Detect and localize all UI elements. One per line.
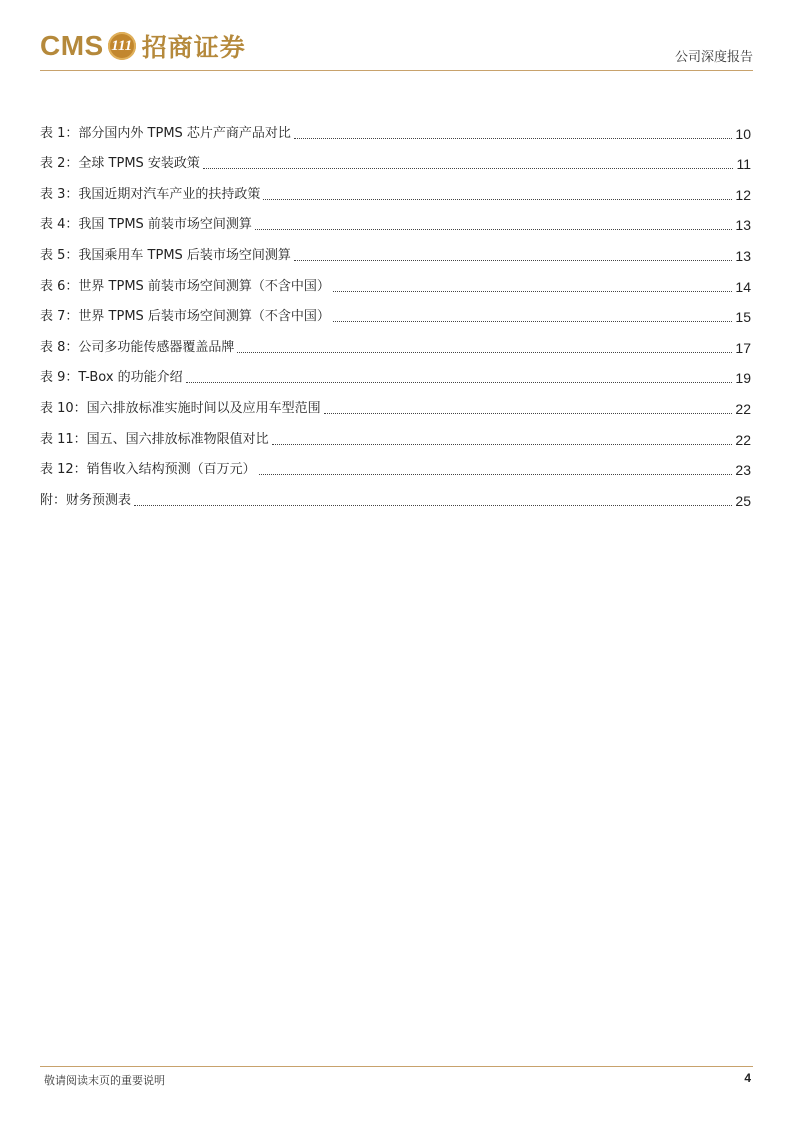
toc-entry-page: 11 <box>736 156 751 173</box>
toc-leader-dots <box>272 443 733 445</box>
toc-leader-dots <box>203 167 734 169</box>
footer-divider <box>40 1066 753 1067</box>
toc-entry-page: 12 <box>735 186 751 203</box>
table-of-contents <box>40 112 751 510</box>
toc-entry[interactable] <box>40 204 751 235</box>
toc-leader-dots <box>259 473 733 475</box>
toc-entry-title: 表 10：国六排放标准实施时间以及应用车型范围 <box>40 400 321 416</box>
toc-entry-page: 19 <box>735 370 751 387</box>
toc-entry[interactable] <box>40 143 751 174</box>
toc-leader-dots <box>294 137 733 139</box>
toc-entry-title: 表 11：国五、国六排放标准物限值对比 <box>40 431 269 447</box>
toc-entry-page: 14 <box>735 278 751 295</box>
toc-entry[interactable] <box>40 265 751 296</box>
toc-leader-dots <box>186 381 733 383</box>
logo-badge-text: 111 <box>111 37 133 54</box>
toc-entry-page: 10 <box>735 125 751 142</box>
toc-entry[interactable] <box>40 112 751 143</box>
toc-entry[interactable] <box>40 326 751 357</box>
toc-entry-page: 17 <box>735 339 751 356</box>
toc-entry-page: 22 <box>735 400 751 417</box>
toc-leader-dots <box>294 259 733 261</box>
toc-leader-dots <box>237 351 732 353</box>
toc-entry[interactable] <box>40 296 751 327</box>
toc-entry-title: 表 4：我国 TPMS 前装市场空间测算 <box>40 217 252 233</box>
toc-entry-page: 13 <box>735 217 751 234</box>
toc-entry[interactable] <box>40 418 751 449</box>
logo-chinese-name: 招商证券 <box>141 33 246 62</box>
toc-leader-dots <box>333 290 733 292</box>
toc-entry[interactable] <box>40 357 751 388</box>
company-logo <box>40 26 246 66</box>
logo-badge-icon <box>108 32 136 60</box>
report-type: 公司深度报告 <box>674 50 753 65</box>
toc-entry-page: 15 <box>735 309 751 326</box>
toc-entry[interactable] <box>40 173 751 204</box>
toc-entry-title: 表 5：我国乘用车 TPMS 后装市场空间测算 <box>40 247 291 263</box>
toc-entry-title: 表 2：全球 TPMS 安装政策 <box>40 156 200 172</box>
toc-entry-title: 表 1：部分国内外 TPMS 芯片产商产品对比 <box>40 125 291 141</box>
toc-entry[interactable] <box>40 479 751 510</box>
toc-entry-title: 附：财务预测表 <box>40 492 132 508</box>
toc-entry-title: 表 3：我国近期对汽车产业的扶持政策 <box>40 186 261 202</box>
toc-entry-title: 表 12：销售收入结构预测（百万元） <box>40 462 256 478</box>
toc-entry-title: 表 6：世界 TPMS 前装市场空间测算（不含中国） <box>40 278 330 294</box>
header-divider <box>40 70 753 71</box>
toc-entry[interactable] <box>40 449 751 480</box>
toc-entry-page: 13 <box>735 247 751 264</box>
toc-entry-title: 表 8：公司多功能传感器覆盖品牌 <box>40 339 235 355</box>
toc-leader-dots <box>263 198 732 200</box>
toc-entry[interactable] <box>40 234 751 265</box>
toc-entry-page: 23 <box>735 462 751 479</box>
logo-text: CMS <box>40 30 104 61</box>
page-number: 4 <box>744 1071 751 1085</box>
toc-leader-dots <box>324 412 733 414</box>
toc-leader-dots <box>255 228 733 230</box>
toc-entry-page: 25 <box>735 492 751 509</box>
toc-entry-page: 22 <box>735 431 751 448</box>
toc-leader-dots <box>134 504 732 506</box>
toc-leader-dots <box>333 320 733 322</box>
toc-entry[interactable] <box>40 387 751 418</box>
page-header <box>40 26 753 72</box>
toc-entry-title: 表 7：世界 TPMS 后装市场空间测算（不含中国） <box>40 309 330 325</box>
footer-disclaimer: 敬请阅读末页的重要说明 <box>44 1074 165 1087</box>
toc-entry-title: 表 9：T-Box 的功能介绍 <box>40 370 183 386</box>
